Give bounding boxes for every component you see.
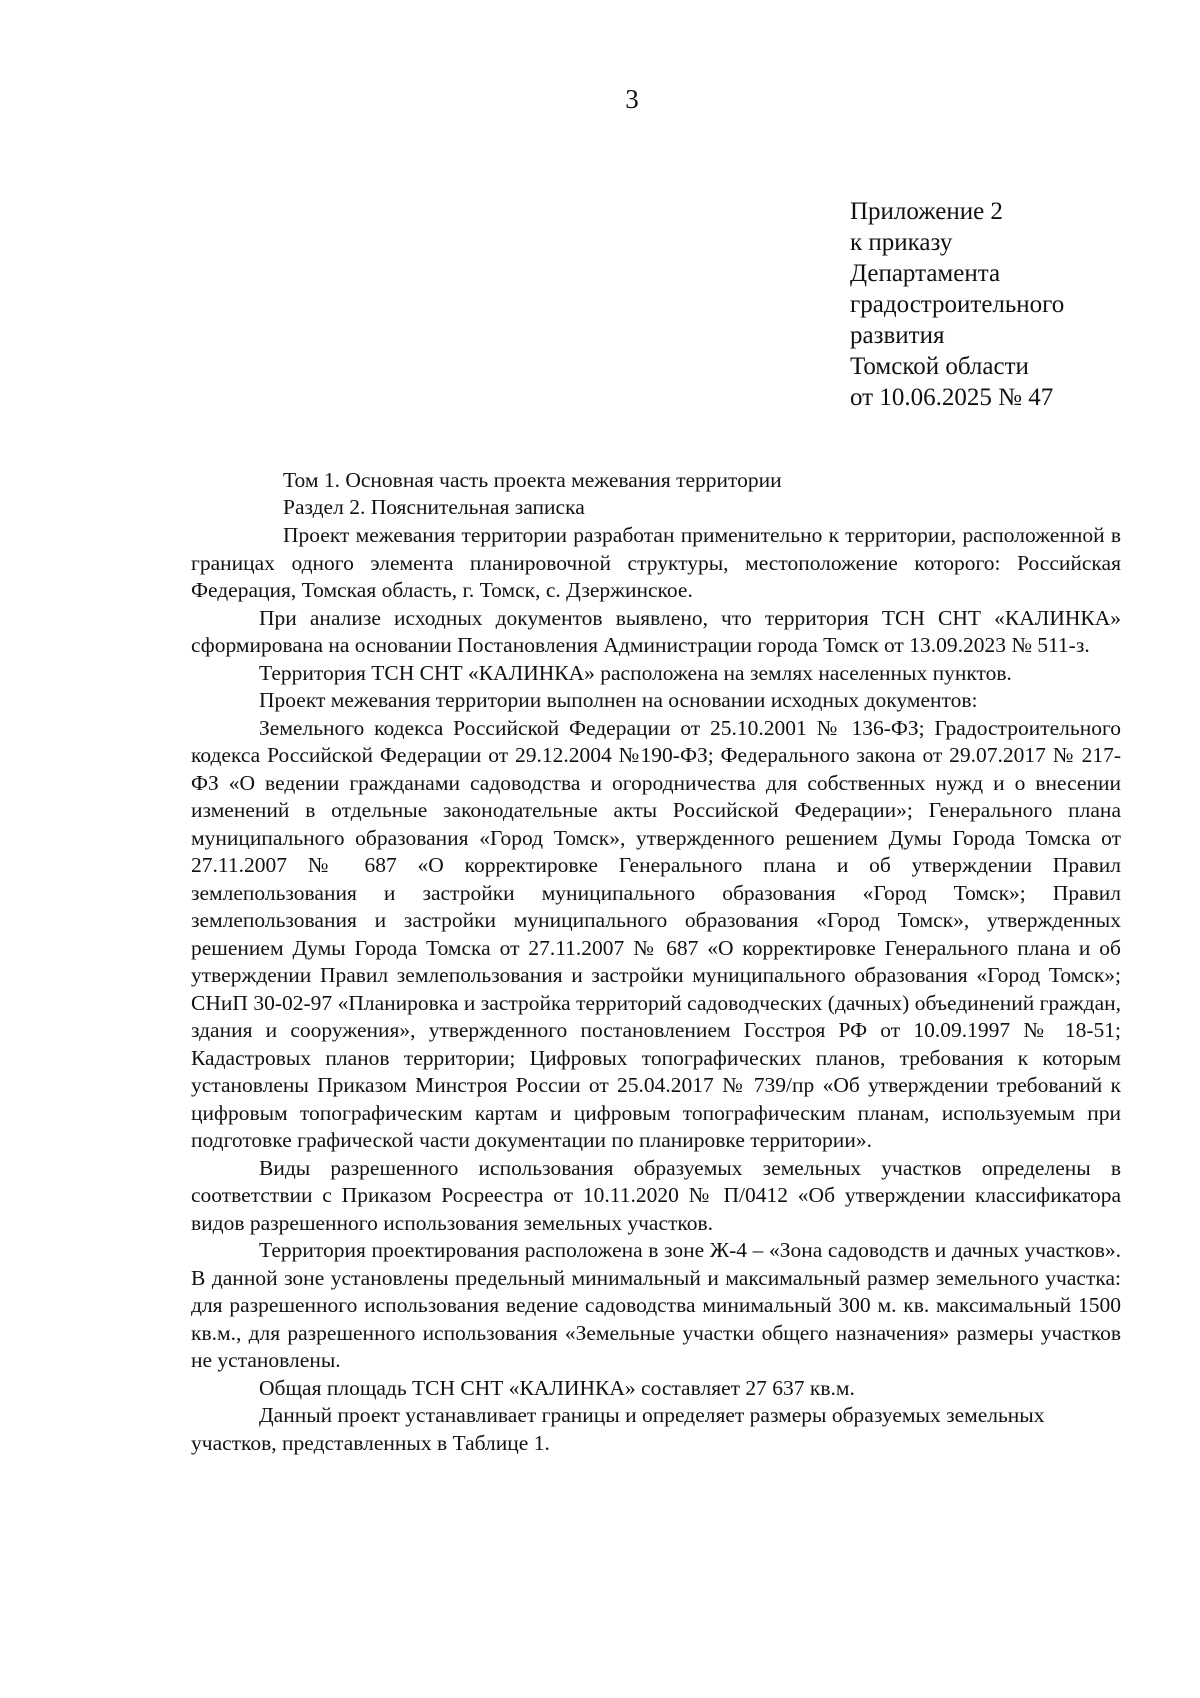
appendix-line: от 10.06.2025 № 47 xyxy=(850,384,1054,411)
appendix-line: развития xyxy=(850,322,945,349)
appendix-line: Томской области xyxy=(850,353,1029,380)
paragraph: Территория ТСН СНТ «КАЛИНКА» расположена на землях населенных пунктов. xyxy=(259,660,1012,685)
appendix-line: Приложение 2 xyxy=(850,198,1003,225)
section-title: Раздел 2. Пояснительная записка xyxy=(283,495,585,519)
paragraph: При анализе исходных документов выявлено, что территория ТСН СНТ «КАЛИНКА» сформирована на основании Постановления Администрации города Томск от 13.09.2023 № 511-з. xyxy=(191,605,1121,657)
appendix-line: к приказу xyxy=(850,229,953,256)
volume-title: Том 1. Основная часть проекта межевания территории xyxy=(283,468,782,492)
paragraph: Проект межевания территории выполнен на основании исходных документов: xyxy=(259,688,978,712)
appendix-block xyxy=(850,196,1170,413)
paragraph: Виды разрешенного использования образуемых земельных участков определены в соответствии с Приказом Росреестра от 10.11.2020 № П/0412 «Об утверждении классификатора видов разрешенного использования земельных участков. xyxy=(191,1155,1121,1235)
document-body xyxy=(191,522,1121,1457)
paragraph: Общая площадь ТСН СНТ «КАЛИНКА» составляет 27 637 кв.м. xyxy=(259,1375,855,1400)
paragraph: Проект межевания территории разработан применительно к территории, расположенной в границах одного элемента планировочной структуры, местоположение которого: Российская Федерация, Томская область, г. Томск, с. Дзержинское. xyxy=(191,523,1121,602)
appendix-line: Департамента xyxy=(850,260,1001,287)
page-number: 3 xyxy=(625,84,639,114)
paragraph: Земельного кодекса Российской Федерации от 25.10.2001 № 136-ФЗ; Градостроительного кодекса Российской Федерации от 29.12.2004 №190-ФЗ; Федерального закона от 29.07.2017 № 217-ФЗ «О ведении гражданами садоводства и огородничества для собственных нужд и о внесении изменений в отдельные законодательные акты Российской Федерации»; Генерального плана муниципального образования «Город Томск», утвержденного решением Думы Города Томска от 27.11.2007 № 687 «О корректировке Генерального плана и об утверждении Правил землепользования и застройки муниципального образования «Город Томск»; Правил землепользования и застройки муниципального образования «Город Томск», утвержденных решением Думы Города Томска от 27.11.2007 № 687 «О корректировке Генерального плана и об утверждении Правил землепользования и застройки муниципального образования «Город Томск»; СНиП 30-02-97 «Планировка и застройка территорий садоводческих (дачных) объединений граждан, здания и сооружения», утвержденного постановлением Госстроя РФ от 10.09.1997 № 18-51; Кадастровых планов территории; Цифровых топографических планов, требования к которым установлены Приказом Минстроя России от 25.04.2017 № 739/пр «Об утверждении требований к цифровым топографическим картам и цифровым топографическим планам, используемым при подготовке графической части документации по планировке территории». xyxy=(191,715,1121,1152)
paragraph: Данный проект устанавливает границы и определяет размеры образуемых земельных участков, представленных в Таблице 1. xyxy=(191,1403,1045,1455)
appendix-line: градостроительного xyxy=(850,291,1065,318)
paragraph: Территория проектирования расположена в зоне Ж-4 – «Зона садоводств и дачных участков». В данной зоне установлены предельный минимальный и максимальный размер земельного участка: для разрешенного использования ведение садоводства минимальный 300 м. кв. максимальный 1500 кв.м., для разрешенного использования «Земельные участки общего назначения» размеры участков не установлены. xyxy=(191,1238,1121,1372)
